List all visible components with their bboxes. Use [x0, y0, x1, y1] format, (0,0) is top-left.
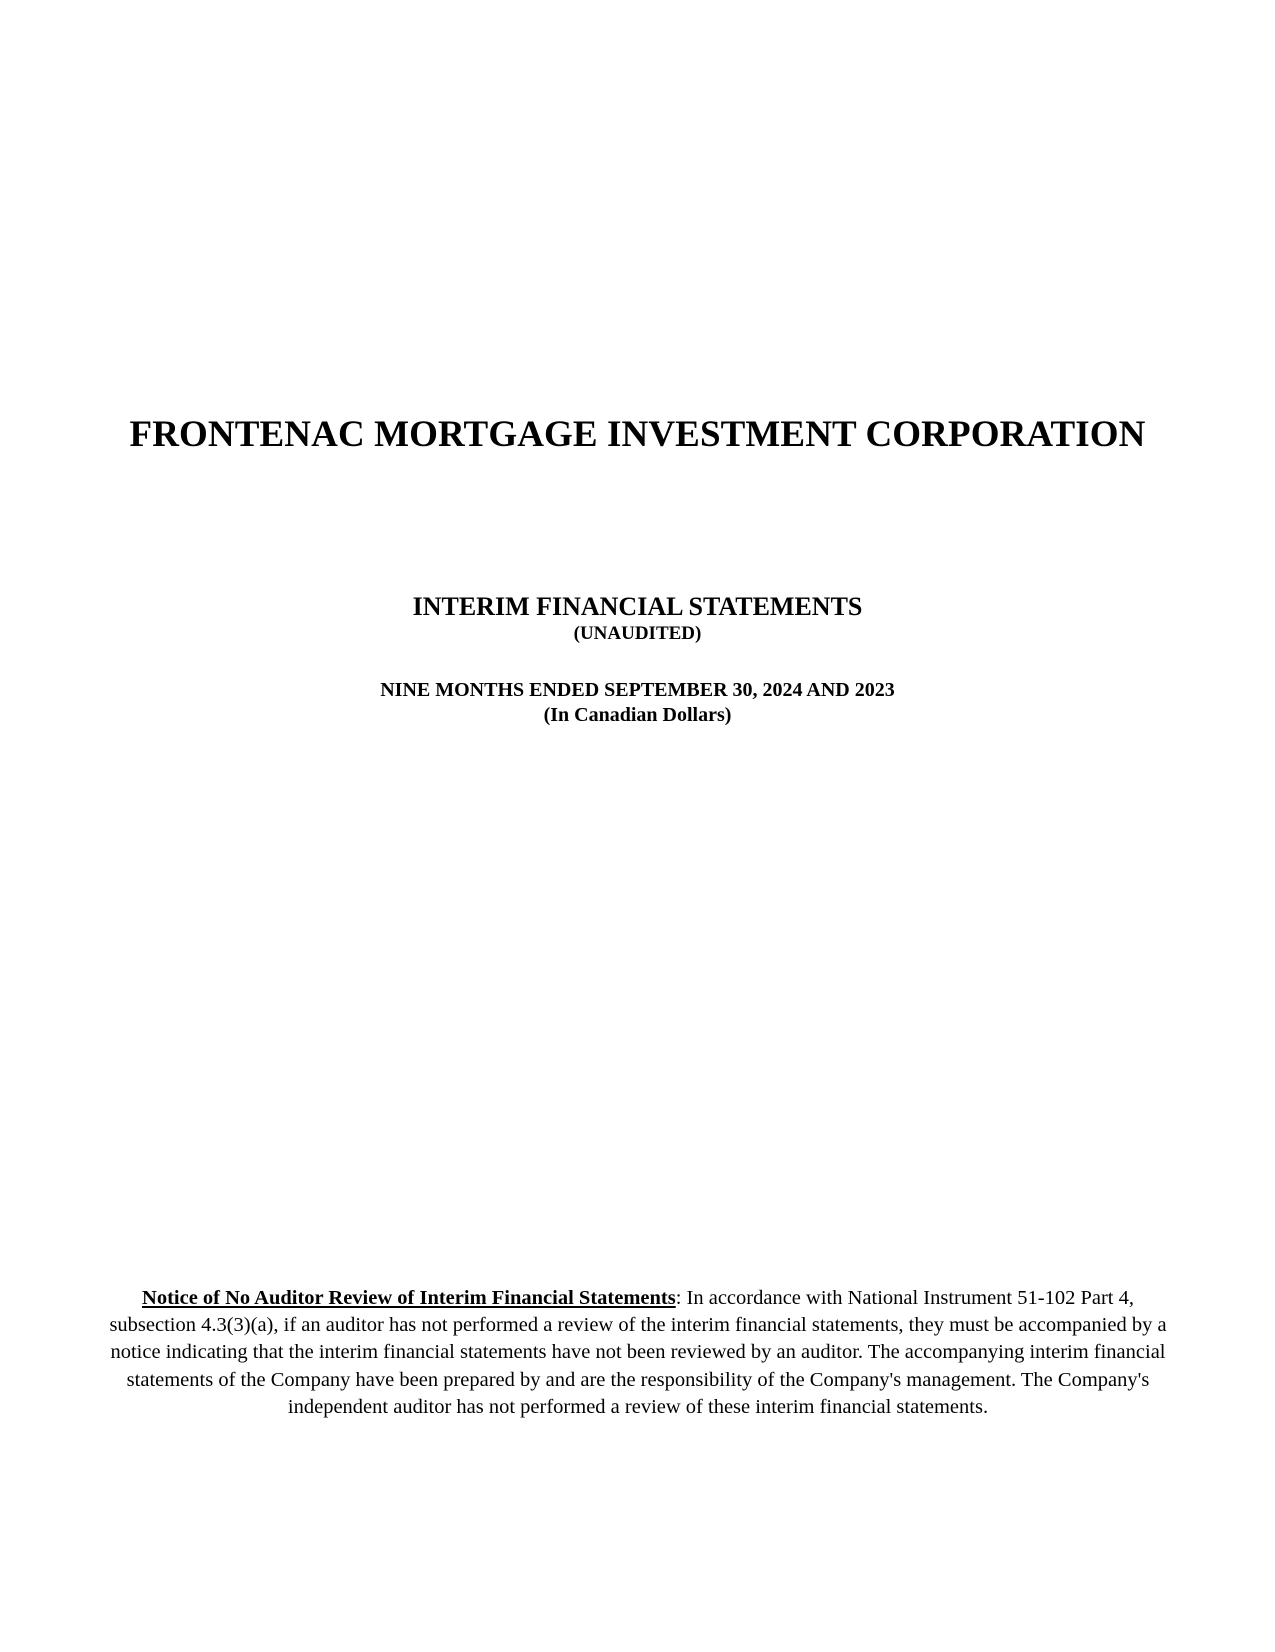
auditor-review-notice	[108, 1285, 1168, 1421]
notice-body: : In accordance with National Instrument 51-102 Part 4, subsection 4.3(3)(a), if an auditor has not performed a review of the interim financial statements, they must be accompanied by a notice indicating that the interim financial statements have not been reviewed by an auditor. The accompanying interim financial statements of the Company have been prepared by and are the responsibility of the Company's management. The Company's independent auditor has not performed a review of these interim financial statements.	[109, 1287, 1167, 1418]
reporting-period-block	[0, 678, 1275, 728]
currency-note: (In Canadian Dollars)	[543, 704, 732, 726]
notice-heading: Notice of No Auditor Review of Interim Financial Statements	[142, 1287, 676, 1309]
statements-title: INTERIM FINANCIAL STATEMENTS	[412, 592, 863, 621]
statements-heading	[0, 592, 1275, 646]
reporting-period: NINE MONTHS ENDED SEPTEMBER 30, 2024 AND 2023	[380, 679, 895, 701]
statements-subtitle: (UNAUDITED)	[573, 623, 702, 644]
company-name: FRONTENAC MORTGAGE INVESTMENT CORPORATION	[129, 414, 1146, 455]
